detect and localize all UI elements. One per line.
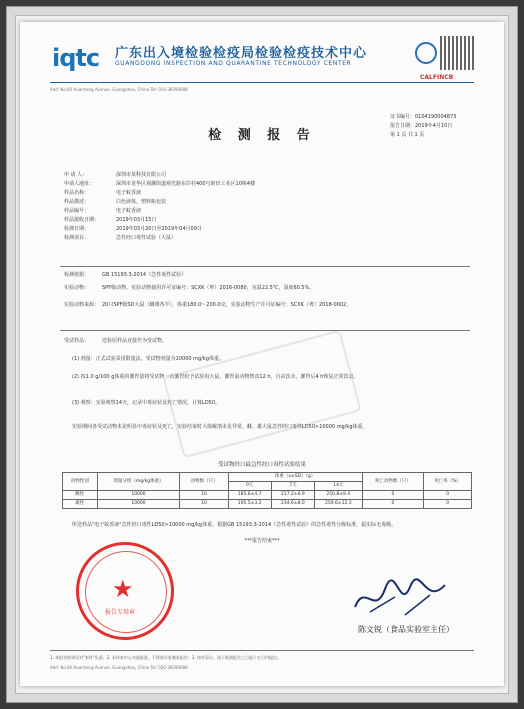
field-label: 检测日期： [64,226,90,232]
table-caption: 受试物经口最急性经口毒性试验结果 [217,462,306,468]
org-name: 广东出入境检验检疫局检验检疫技术中心 [115,46,368,61]
signer-name: 陈文锐（食品实验室主任） [358,625,454,634]
animal-source-value: 20只SPF级SD大鼠（雌雄各半），体重180.0～200.0克，实验动物生产许可证编号：SCXK（粤）2018-0002。 [102,302,352,308]
table-cell: 雄性 [63,500,98,509]
field-label: 样品描述： [64,199,90,205]
footer-note: 1. 本报告结果仅对"来样"负责；2. 未经本中心书面批准，不得部分复制本报告；3. 如有异议，请于收到报告之日起十五日内提出。 [50,655,281,660]
table-cell: 217.2±6.9 [271,491,314,500]
field-value: 电子蚊香液 [116,190,142,196]
table-row [63,491,472,500]
table-cell: 234.6±8.0 [271,500,314,509]
cert-no-label: 证书编号： [390,114,416,120]
cert-no: 0104190004873 [415,114,457,120]
page-count: 第 1 页 共 1 页 [390,132,425,138]
accreditation-icon [415,42,437,64]
table-cell: 195.5±3.2 [228,500,271,509]
animal-source-label: 实验动物来源： [64,302,100,308]
qr-code-icon [440,36,474,70]
th-day7: 7天 [271,482,314,491]
field-value: 深圳市龙华区观澜街道观光路东岸村400号新田工业区10栋4楼 [116,181,256,187]
org-name-en: GUANGDONG INSPECTION AND QUARANTINE TECHNOLOGY CENTER [115,60,352,67]
footer-address: Add: No.66 Huacheng Avenue, Guangzhou, China Tel: 020-38290688 [50,665,188,670]
date-label: 报告日期： [390,123,416,129]
header-rule [50,82,474,83]
conclusion: 所送样品"电子蚊香液"急性经口毒性LD50>10000 mg/kg体重，根据GB 15193.3-2014《急性毒性试验》的急性毒性分级标准，属实际无毒级。 [72,522,397,528]
sample-prep-label: 受试样品： [64,338,90,344]
th-count: 动物数（只） [180,473,228,491]
field-label: 检测项目： [64,235,90,241]
table-cell: 10000 [97,491,180,500]
procedure-step-3: (3) 观察：实验观察14天，记录中毒症状及死亡情况，计算LD50。 [72,400,221,406]
table-cell: 0 [362,500,424,509]
table-cell: 0 [362,491,424,500]
field-label: 样品名称： [64,190,90,196]
th-deaths: 死亡动物数（只） [362,473,424,491]
result-text: 实验期间各受试动物未见明显中毒症状及死亡，实验结束时大体解剖未见异常。雌、雄大鼠急性经口毒性LD50>10000 mg/kg体重。 [72,424,368,430]
field-value: 急性经口毒性试验（大鼠） [116,235,177,241]
stamp-text: 报告专用章 [105,609,136,616]
animal-value: SPF级动物，实验动物使用许可证编号：SCXK（粤）2016-0080，室温22.5℃，湿度60.5%。 [102,285,315,291]
animal-label: 实验动物： [64,285,90,291]
field-value: 深圳市某科技有限公司 [116,172,167,178]
end-mark: ***报告结束*** [244,538,280,544]
report-title: 检 测 报 告 [208,128,316,143]
field-label: 样品接收日期： [64,217,100,223]
table-cell: 250.8±9.4 [315,491,363,500]
table-cell: 0 [424,500,472,509]
th-day0: 0天 [228,482,271,491]
field-label: 样品编号： [64,208,90,214]
th-weight: 体重（x±SD）（g） [228,473,362,482]
table-cell: 185.8±4.7 [228,491,271,500]
table-cell: 0 [424,491,472,500]
field-value: 白色液体，塑料瓶包装 [116,199,167,205]
table-cell: 10 [180,491,228,500]
field-label: 申请人地址： [64,181,95,187]
table-cell: 雌性 [63,491,98,500]
star-icon: ★ [112,575,134,603]
field-value: 2019年03月20日至2019年04月09日 [116,226,202,232]
watermark [162,330,361,459]
cal-mark: CALFINCB [420,74,454,81]
results-table [62,472,472,509]
field-label: 申 请 人： [64,172,88,178]
table-row [63,500,472,509]
sample-prep-value: 送检原样品直接作为受试物。 [102,338,168,344]
field-value: 2019年03月15日 [116,217,157,223]
iqtc-logo: iqtc [52,44,100,72]
method-label: 检测依据： [64,272,90,278]
official-stamp [76,542,174,640]
table-cell: 259.6±12.3 [315,500,363,509]
procedure-step-1: (1) 剂量：正式试验采用限量法，受试物剂量为10000 mg/kg体重。 [72,356,224,362]
fields-rule [60,266,470,267]
th-dose: 剂量分组（mg/kg体重） [97,473,180,491]
header-address: Add: No.66 Huacheng Avenue, Guangzhou, China Tel: 020-38290688 [50,87,188,92]
th-sex: 动物性别 [63,473,98,491]
method-value: GB 15193.3-2014《急性毒性试验》 [102,272,187,278]
footer-rule [50,650,474,651]
field-value: 电子蚊香液 [116,208,142,214]
th-mortality: 死亡率（%） [424,473,472,491]
method-rule [60,330,470,331]
table-cell: 10000 [97,500,180,509]
table-cell: 10 [180,500,228,509]
th-day14: 14天 [315,482,363,491]
report-date: 2019年4月10日 [415,123,453,129]
signature [350,577,450,627]
report-document [20,22,504,686]
procedure-step-2: (2) 按1.0 g/100 g体重的灌胃量将受试物一次灌胃给予试验用大鼠，灌胃前动物禁食12 h，自由饮水，灌胃后4 h恢复正常饮食。 [72,374,359,380]
